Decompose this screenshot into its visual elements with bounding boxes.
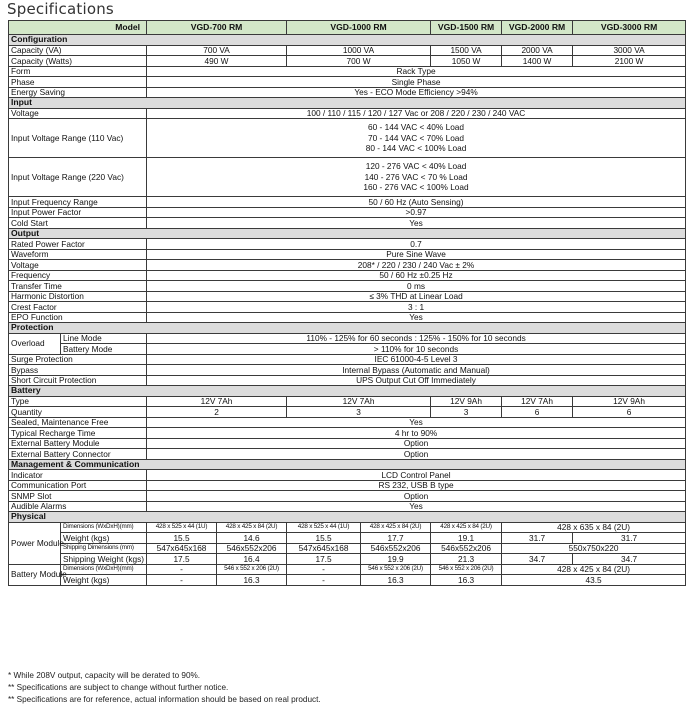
- cell-value: LCD Control Panel: [147, 470, 686, 481]
- row-sublabel: Weight (kgs): [61, 575, 147, 586]
- cell-value: Option: [147, 438, 686, 449]
- cell-value: 428 x 425 x 84 (2U): [431, 522, 502, 533]
- cell-value: RS 232, USB B type: [147, 480, 686, 491]
- cell-value: 3: [287, 407, 431, 418]
- table-row: [9, 407, 686, 418]
- row-label: Short Circuit Protection: [9, 375, 147, 386]
- cell-value: 12V 9Ah: [431, 396, 502, 407]
- cell-value: 15.5: [287, 533, 361, 544]
- cell-value: 110% - 125% for 60 seconds : 125% - 150% for 10 seconds: [147, 333, 686, 344]
- table-row: [9, 207, 686, 218]
- cell-value: >0.97: [147, 207, 686, 218]
- model-vgd-700: VGD-700 RM: [147, 21, 287, 35]
- cell-value: 547x645x168: [147, 543, 217, 554]
- row-label: Frequency: [9, 270, 147, 281]
- cell-value: 16.3: [431, 575, 502, 586]
- cell-value: 15.5: [147, 533, 217, 544]
- table-row: [9, 522, 686, 533]
- table-row: [9, 543, 686, 554]
- cell-value: 3 : 1: [147, 302, 686, 313]
- row-label: Audible Alarms: [9, 501, 147, 512]
- row-label: Type: [9, 396, 147, 407]
- cell-value: 19.1: [431, 533, 502, 544]
- table-row: [9, 239, 686, 250]
- footnote: * While 208V output, capacity will be derated to 90%.: [8, 671, 201, 680]
- table-row: [9, 344, 686, 355]
- page-title: Specifications: [7, 0, 114, 18]
- cell-value: Yes: [147, 218, 686, 229]
- section-protection: Protection: [9, 323, 686, 334]
- cell-value: 12V 7Ah: [502, 396, 573, 407]
- cell-value: 700 VA: [147, 45, 287, 56]
- cell-value: 17.5: [287, 554, 361, 565]
- table-row: [9, 470, 686, 481]
- section-output: Output: [9, 228, 686, 239]
- cell-value: 12V 7Ah: [147, 396, 287, 407]
- cell-value: 14.6: [217, 533, 287, 544]
- row-label: External Battery Module: [9, 438, 147, 449]
- range-line: 140 - 276 VAC < 70 % Load: [364, 171, 468, 182]
- table-row: [9, 375, 686, 386]
- cell-value: 1050 W: [431, 56, 502, 67]
- cell-value: 4 hr to 90%: [147, 428, 686, 439]
- footnote: ** Specifications are for reference, actual information should be based on real product.: [8, 695, 321, 704]
- table-row: [9, 302, 686, 313]
- cell-value: 34.7: [573, 554, 686, 565]
- cell-value: Option: [147, 491, 686, 502]
- table-row: [9, 491, 686, 502]
- cell-value: IEC 61000-4-5 Level 3: [147, 354, 686, 365]
- cell-value: 428 x 635 x 84 (2U): [502, 522, 686, 533]
- cell-value: [147, 119, 686, 158]
- range-line: 70 - 144 VAC < 70% Load: [368, 132, 465, 143]
- cell-value: 550x750x220: [502, 543, 686, 554]
- cell-value: 0.7: [147, 239, 686, 250]
- row-label: Crest Factor: [9, 302, 147, 313]
- cell-value: -: [287, 564, 361, 575]
- row-label: Phase: [9, 77, 147, 88]
- row-label: Overload: [9, 333, 61, 354]
- row-label: Surge Protection: [9, 354, 147, 365]
- cell-value: 1500 VA: [431, 45, 502, 56]
- row-sublabel: Shipping Weight (kgs): [61, 554, 147, 565]
- cell-value: [147, 158, 686, 197]
- cell-value: 50 / 60 Hz ±0.25 Hz: [147, 270, 686, 281]
- cell-value: 100 / 110 / 115 / 120 / 127 Vac or 208 / 220 / 230 / 240 VAC: [147, 108, 686, 119]
- table-row: [9, 396, 686, 407]
- row-label: Communication Port: [9, 480, 147, 491]
- row-label: Voltage: [9, 108, 147, 119]
- battery-module-label: Battery Module: [9, 564, 61, 585]
- range-line: 160 - 276 VAC < 100% Load: [363, 182, 469, 193]
- cell-value: 546x552x206: [217, 543, 287, 554]
- row-label: Energy Saving: [9, 87, 147, 98]
- row-label: Sealed, Maintenance Free: [9, 417, 147, 428]
- cell-value: 16.3: [217, 575, 287, 586]
- row-label: Waveform: [9, 249, 147, 260]
- cell-value: 428 x 425 x 84 (2U): [217, 522, 287, 533]
- table-row: [9, 218, 686, 229]
- row-sublabel: Battery Mode: [61, 344, 147, 355]
- cell-value: 428 x 525 x 44 (1U): [147, 522, 217, 533]
- cell-value: 428 x 525 x 44 (1U): [287, 522, 361, 533]
- range-line: 120 - 276 VAC < 40% Load: [365, 160, 467, 171]
- section-management: Management & Communication: [9, 459, 686, 470]
- table-row: [9, 417, 686, 428]
- cell-value: Single Phase: [147, 77, 686, 88]
- cell-value: 2100 W: [573, 56, 686, 67]
- row-label: Input Voltage Range (110 Vac): [9, 119, 147, 158]
- row-sublabel: Shipping Dimensions (mm): [61, 543, 147, 554]
- row-label: Input Voltage Range (220 Vac): [9, 158, 147, 197]
- table-row: [9, 119, 686, 158]
- cell-value: 2000 VA: [502, 45, 573, 56]
- table-row: [9, 281, 686, 292]
- cell-value: Option: [147, 449, 686, 460]
- cell-value: 546 x 552 x 206 (2U): [217, 564, 287, 575]
- cell-value: 21.3: [431, 554, 502, 565]
- table-row: [9, 270, 686, 281]
- section-input: Input: [9, 98, 686, 109]
- cell-value: 17.7: [361, 533, 431, 544]
- row-label: Bypass: [9, 365, 147, 376]
- cell-value: 546x552x206: [361, 543, 431, 554]
- row-label: Input Power Factor: [9, 207, 147, 218]
- table-row: [9, 108, 686, 119]
- row-label: External Battery Connector: [9, 449, 147, 460]
- table-row: [9, 333, 686, 344]
- cell-value: 0 ms: [147, 281, 686, 292]
- cell-value: 208* / 220 / 230 / 240 Vac ± 2%: [147, 260, 686, 271]
- table-row: [9, 501, 686, 512]
- cell-value: 6: [573, 407, 686, 418]
- cell-value: 34.7: [502, 554, 573, 565]
- cell-value: 16.3: [361, 575, 431, 586]
- section-physical: Physical: [9, 512, 686, 523]
- row-label: Form: [9, 66, 147, 77]
- table-header-row: [9, 21, 686, 35]
- table-row: [9, 365, 686, 376]
- row-label: Capacity (VA): [9, 45, 147, 56]
- row-label: Transfer Time: [9, 281, 147, 292]
- table-row: [9, 449, 686, 460]
- cell-value: 2: [147, 407, 287, 418]
- table-row: [9, 428, 686, 439]
- cell-value: 428 x 425 x 84 (2U): [361, 522, 431, 533]
- table-row: [9, 197, 686, 208]
- cell-value: 490 W: [147, 56, 287, 67]
- cell-value: 31.7: [573, 533, 686, 544]
- row-label: Harmonic Distortion: [9, 291, 147, 302]
- row-sublabel: Dimensions (WxDxH)(mm): [61, 564, 147, 575]
- power-module-label: Power Module: [9, 522, 61, 564]
- cell-value: 1000 VA: [287, 45, 431, 56]
- specifications-table: [8, 20, 686, 586]
- cell-value: 12V 7Ah: [287, 396, 431, 407]
- model-vgd-3000: VGD-3000 RM: [573, 21, 686, 35]
- table-row: [9, 87, 686, 98]
- cell-value: 428 x 425 x 84 (2U): [502, 564, 686, 575]
- cell-value: 546x552x206: [431, 543, 502, 554]
- section-configuration: Configuration: [9, 35, 686, 46]
- cell-value: 700 W: [287, 56, 431, 67]
- cell-value: 546 x 552 x 206 (2U): [361, 564, 431, 575]
- cell-value: -: [147, 575, 217, 586]
- cell-value: Yes: [147, 417, 686, 428]
- model-header: Model: [9, 21, 147, 35]
- row-label: Capacity (Watts): [9, 56, 147, 67]
- cell-value: 12V 9Ah: [573, 396, 686, 407]
- cell-value: ≤ 3% THD at Linear Load: [147, 291, 686, 302]
- table-row: [9, 249, 686, 260]
- table-row: [9, 564, 686, 575]
- table-row: [9, 45, 686, 56]
- cell-value: Yes - ECO Mode Efficiency >94%: [147, 87, 686, 98]
- range-line: 80 - 144 VAC < 100% Load: [365, 143, 467, 154]
- row-label: SNMP Slot: [9, 491, 147, 502]
- table-row: [9, 158, 686, 197]
- row-sublabel: Dimensions (WxDxH)(mm): [61, 522, 147, 533]
- table-row: [9, 354, 686, 365]
- cell-value: UPS Output Cut Off Immediately: [147, 375, 686, 386]
- section-battery: Battery: [9, 386, 686, 397]
- cell-value: Pure Sine Wave: [147, 249, 686, 260]
- row-label: EPO Function: [9, 312, 147, 323]
- cell-value: 6: [502, 407, 573, 418]
- cell-value: 1400 W: [502, 56, 573, 67]
- table-row: [9, 56, 686, 67]
- table-row: [9, 66, 686, 77]
- cell-value: -: [147, 564, 217, 575]
- cell-value: 17.5: [147, 554, 217, 565]
- model-vgd-1500: VGD-1500 RM: [431, 21, 502, 35]
- table-row: [9, 554, 686, 565]
- cell-value: 16.4: [217, 554, 287, 565]
- table-row: [9, 533, 686, 544]
- range-line: 60 - 144 VAC < 40% Load: [368, 121, 465, 132]
- row-label: Voltage: [9, 260, 147, 271]
- cell-value: 31.7: [502, 533, 573, 544]
- cell-value: 547x645x168: [287, 543, 361, 554]
- table-row: [9, 260, 686, 271]
- cell-value: 3: [431, 407, 502, 418]
- cell-value: 3000 VA: [573, 45, 686, 56]
- table-row: [9, 77, 686, 88]
- cell-value: Internal Bypass (Automatic and Manual): [147, 365, 686, 376]
- table-row: [9, 312, 686, 323]
- cell-value: Rack Type: [147, 66, 686, 77]
- cell-value: 19.9: [361, 554, 431, 565]
- row-label: Quantity: [9, 407, 147, 418]
- table-row: [9, 480, 686, 491]
- model-vgd-2000: VGD-2000 RM: [502, 21, 573, 35]
- table-row: [9, 291, 686, 302]
- cell-value: Yes: [147, 501, 686, 512]
- row-sublabel: Line Mode: [61, 333, 147, 344]
- cell-value: 43.5: [502, 575, 686, 586]
- row-label: Input Frequency Range: [9, 197, 147, 208]
- table-row: [9, 575, 686, 586]
- cell-value: > 110% for 10 seconds: [147, 344, 686, 355]
- row-sublabel: Weight (kgs): [61, 533, 147, 544]
- cell-value: -: [287, 575, 361, 586]
- cell-value: Yes: [147, 312, 686, 323]
- footnote: ** Specifications are subject to change without further notice.: [8, 683, 229, 692]
- model-vgd-1000: VGD-1000 RM: [287, 21, 431, 35]
- row-label: Typical Recharge Time: [9, 428, 147, 439]
- row-label: Rated Power Factor: [9, 239, 147, 250]
- row-label: Cold Start: [9, 218, 147, 229]
- cell-value: 546 x 552 x 206 (2U): [431, 564, 502, 575]
- row-label: Indicator: [9, 470, 147, 481]
- table-row: [9, 438, 686, 449]
- cell-value: 50 / 60 Hz (Auto Sensing): [147, 197, 686, 208]
